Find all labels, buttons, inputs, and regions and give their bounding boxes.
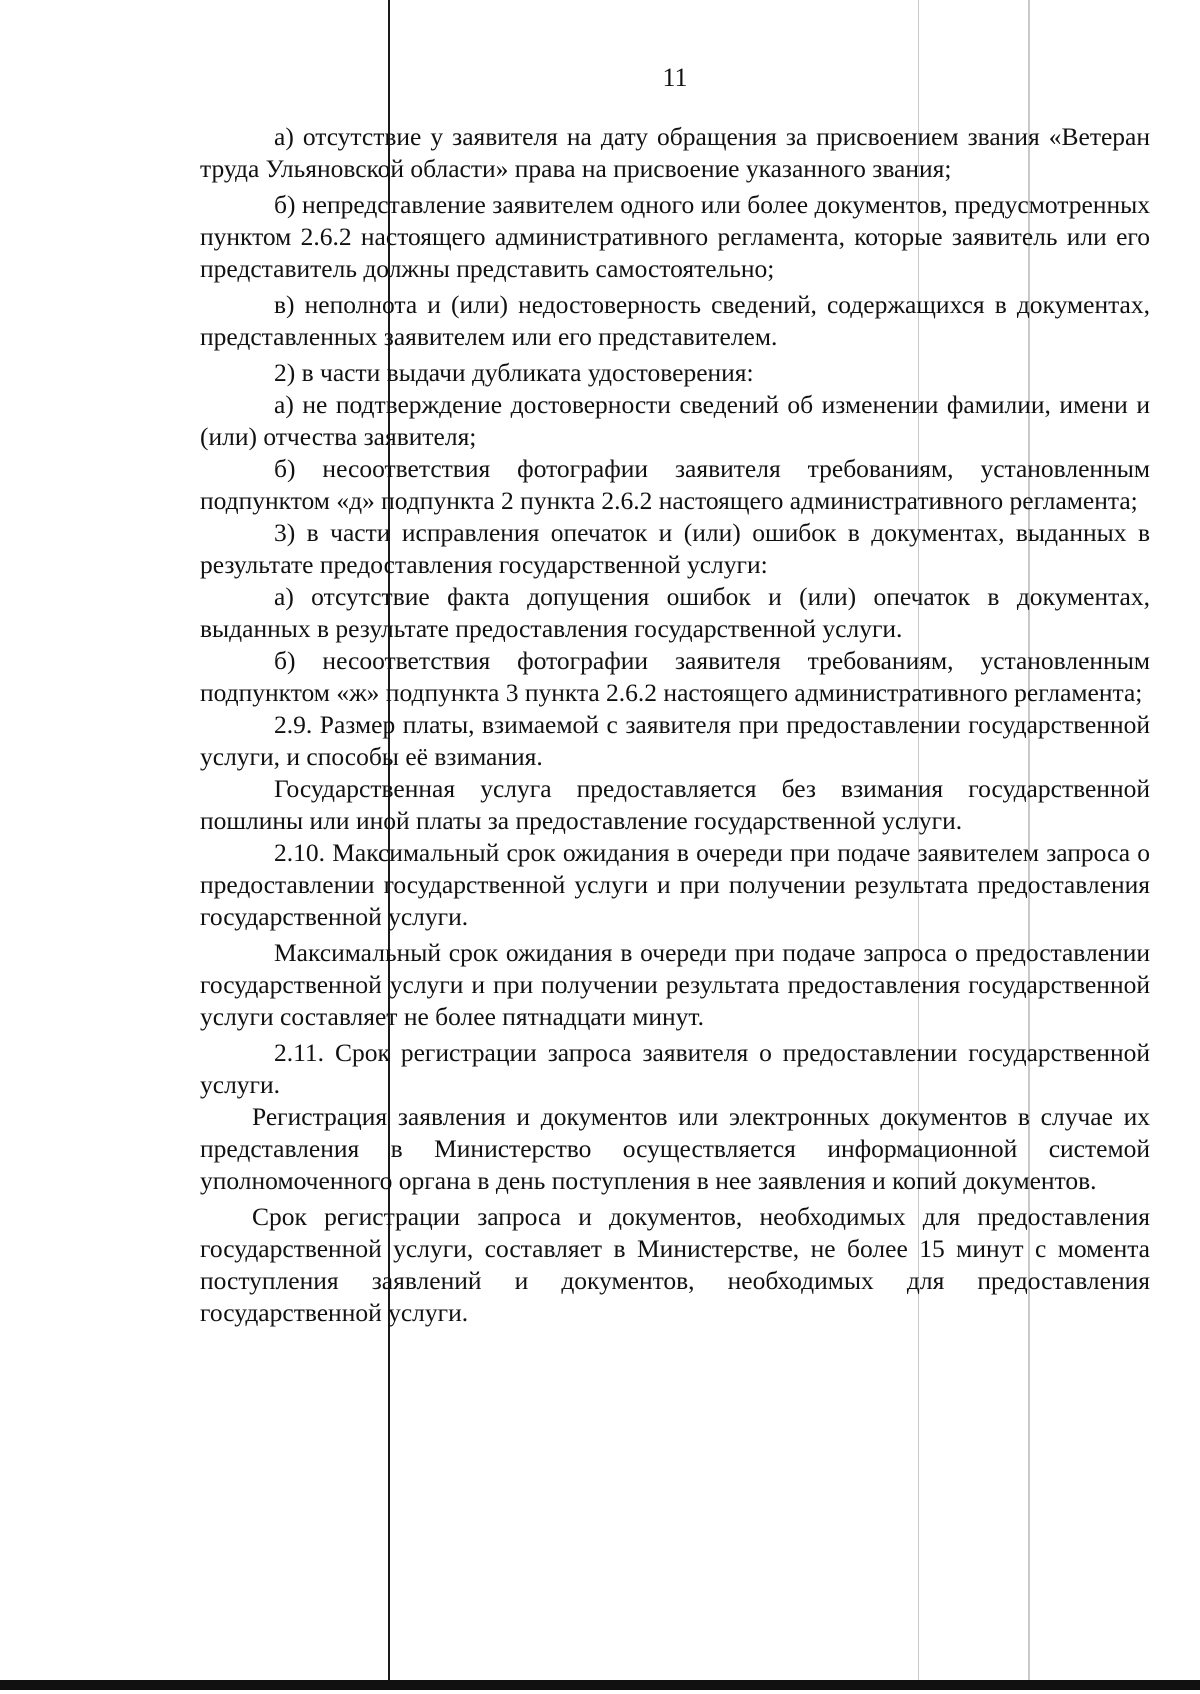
- scan-bottom-border: [0, 1680, 1200, 1690]
- paragraph: 2.10. Максимальный срок ожидания в очереди при подаче заявителем запроса о предоставлении государственной услуги и при получении результата предоставления государственной услуги.: [200, 838, 1150, 931]
- paragraph: Срок регистрации запроса и документов, необходимых для предоставления государственной услуги, составляет в Министерстве, не более 15 минут с момента поступления заявлений и документов, необходимых для предоставления государственной услуги.: [200, 1202, 1150, 1327]
- paragraph: Регистрация заявления и документов или электронных документов в случае их представления в Министерство осуществляется информационной системой уполномоченного органа в день поступления в нее заявления и копий документов.: [200, 1102, 1150, 1195]
- paragraph: а) отсутствие факта допущения ошибок и (или) опечаток в документах, выданных в результате предоставления государственной услуги.: [200, 582, 1150, 643]
- paragraph: 3) в части исправления опечаток и (или) ошибок в документах, выданных в результате предоставления государственной услуги:: [200, 518, 1150, 579]
- paragraph: б) несоответствия фотографии заявителя требованиям, установленным подпунктом «д» подпункта 2 пункта 2.6.2 настоящего административного регламента;: [200, 454, 1150, 515]
- paragraph: 2.9. Размер платы, взимаемой с заявителя при предоставлении государственной услуги, и способы её взимания.: [200, 710, 1150, 771]
- paragraph: а) отсутствие у заявителя на дату обращения за присвоением звания «Ветеран труда Ульяновской области» права на присвоение указанного звания;: [200, 122, 1150, 183]
- paragraph: Максимальный срок ожидания в очереди при подаче запроса о предоставлении государственной услуги и при получении результата предоставления государственной услуги составляет не более пятнадцати минут.: [200, 938, 1150, 1031]
- paragraph: 2.11. Срок регистрации запроса заявителя о предоставлении государственной услуги.: [200, 1038, 1150, 1099]
- page-number: 11: [662, 63, 688, 92]
- paragraph: Государственная услуга предоставляется без взимания государственной пошлины или иной платы за предоставление государственной услуги.: [200, 774, 1150, 835]
- paragraph: 2) в части выдачи дубликата удостоверения:: [274, 358, 754, 387]
- paragraph: б) непредставление заявителем одного или более документов, предусмотренных пунктом 2.6.2 настоящего административного регламента, которые заявитель или его представитель должны представить самостоятельно;: [200, 190, 1150, 283]
- document-body: [200, 121, 1150, 1329]
- paragraph: а) не подтверждение достоверности сведений об изменении фамилии, имени и (или) отчества заявителя;: [200, 390, 1150, 451]
- paragraph: б) несоответствия фотографии заявителя требованиям, установленным подпунктом «ж» подпункта 3 пункта 2.6.2 настоящего административного регламента;: [200, 646, 1150, 707]
- paragraph: в) неполнота и (или) недостоверность сведений, содержащихся в документах, представленных заявителем или его представителем.: [200, 290, 1150, 351]
